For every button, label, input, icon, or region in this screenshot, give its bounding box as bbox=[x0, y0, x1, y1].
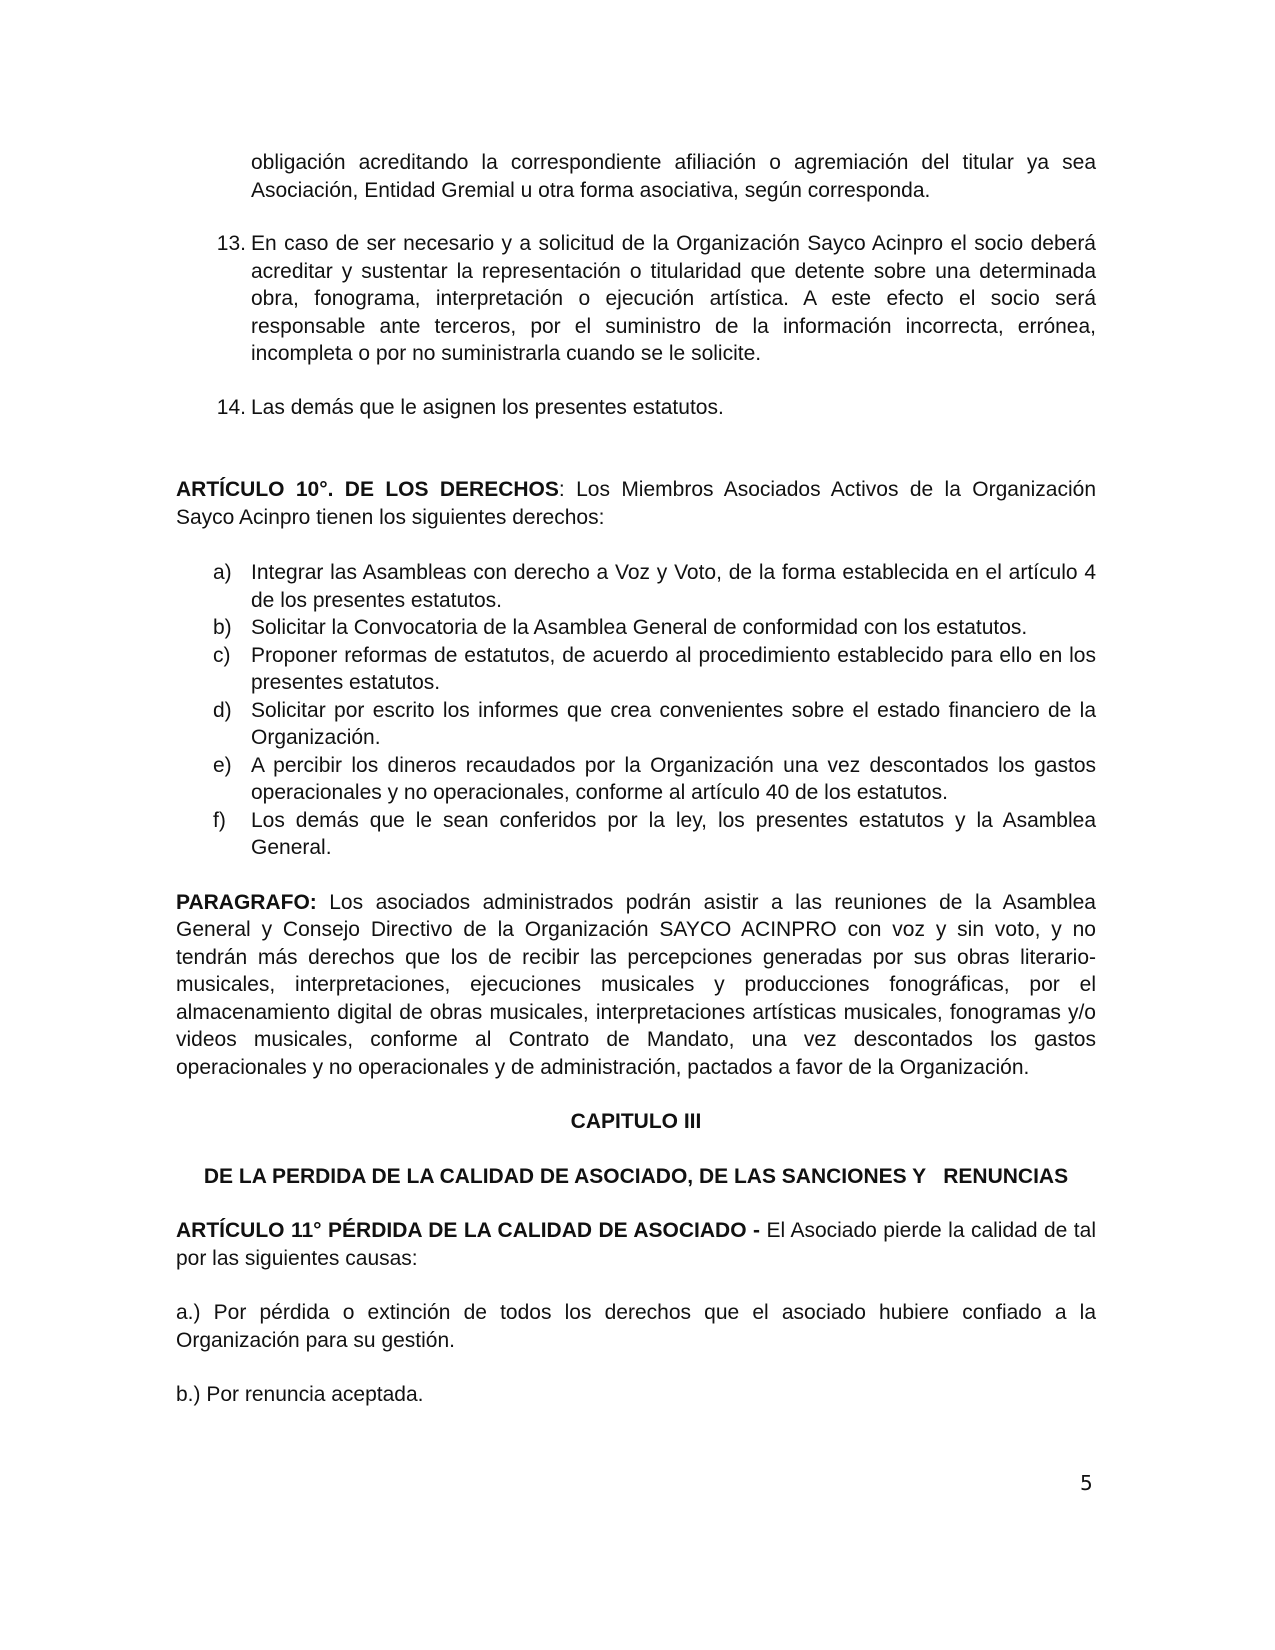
paragrafo-label: PARAGRAFO: bbox=[176, 890, 317, 914]
article-11-intro: El Asociado pierde la calidad de tal por las siguientes causas: bbox=[176, 1219, 1096, 1270]
right-item-a: a) Integrar las Asambleas con derecho a Voz y Voto, de la forma establecida en el artículo 4 de los presentes estatutos. bbox=[213, 561, 1096, 612]
right-item-f: f) Los demás que le sean conferidos por la ley, los presentes estatutos y la Asamblea General. bbox=[213, 808, 1096, 859]
article-10-intro: Los Miembros Asociados Activos de la Organización Sayco Acinpro tienen los siguientes derechos: bbox=[176, 478, 1097, 529]
right-item-c: c) Proponer reformas de estatutos, de acuerdo al procedimiento establecido para ello en los presentes estatutos. bbox=[213, 643, 1096, 694]
item-text: Las demás que le asignen los presentes estatutos. bbox=[251, 395, 724, 419]
cause-b: b.) Por renuncia aceptada. bbox=[176, 1383, 424, 1406]
paragrafo-text: Los asociados administrados podrán asistir a las reuniones de la Asamblea General y Consejo Directivo de la Organización SAYCO ACINPRO con voz y sin voto, y no tendrán más derechos que los de recibir las percepciones generadas por sus obras literario-musicales, interpretaciones, ejecuciones musicales y producciones fonográficas, por el almacenamiento digital de obras musicales, interpretaciones artísticas musicales, fonogramas y/o videos musicales, conforme al Contrato de Mandato, una vez descontados los gastos operacionales y no operacionales y de administración, pactados a favor de la Organización. bbox=[176, 890, 1096, 1079]
article-10-paragraph: ARTÍCULO 10°. DE LOS DERECHOS: Los Miembros Asociados Activos de la Organización Sayco Acinpro tienen los siguientes derechos: bbox=[176, 478, 1097, 529]
chapter-subtitle: DE LA PERDIDA DE LA CALIDAD DE ASOCIADO, DE LAS SANCIONES Y RENUNCIAS bbox=[203, 1164, 1069, 1188]
obligation-item-14 bbox=[176, 394, 1096, 422]
page-number: 5 bbox=[1080, 1471, 1093, 1495]
article-11-heading: ARTÍCULO 11° PÉRDIDA DE LA CALIDAD DE ASOCIADO - bbox=[176, 1219, 760, 1242]
rights-list bbox=[176, 559, 1096, 862]
cause-a: a.) Por pérdida o extinción de todos los derechos que el asociado hubiere confiado a la Organización para su gestión. bbox=[176, 1301, 1096, 1352]
article-10-heading: ARTÍCULO 10°. DE LOS DERECHOS bbox=[176, 478, 559, 501]
article-11-paragraph bbox=[176, 1217, 1096, 1272]
obligation-item-13 bbox=[176, 230, 1096, 368]
item-text: En caso de ser necesario y a solicitud de la Organización Sayco Acinpro el socio deberá acreditar y sustentar la representación o titularidad que detente sobre una determinada obra, fonograma, interpretación o ejecución artística. A este efecto el socio será responsable ante terceros, por el suministro de la información incorrecta, errónea, incompleta o por no suministrarla cuando se le solicite. bbox=[251, 232, 1096, 365]
item-number: 14. bbox=[216, 395, 246, 419]
paragrafo bbox=[176, 889, 1096, 1082]
chapter-title: CAPITULO III bbox=[570, 1110, 702, 1133]
continued-obligation-text: obligación acreditando la correspondiente afiliación o agremiación del titular ya sea Asociación, Entidad Gremial u otra forma asociativa, según corresponda. bbox=[251, 151, 1096, 202]
right-item-b: b) Solicitar la Convocatoria de la Asamblea General de conformidad con los estatutos. bbox=[213, 616, 1028, 639]
right-item-e: e) A percibir los dineros recaudados por la Organización una vez descontados los gastos operacionales y no operacionales, conforme al artículo 40 de los estatutos. bbox=[213, 753, 1096, 804]
page-content bbox=[176, 149, 1096, 1409]
item-number: 13. bbox=[216, 232, 246, 255]
right-item-d: d) Solicitar por escrito los informes que crea convenientes sobre el estado financiero de la Organización. bbox=[213, 698, 1096, 749]
